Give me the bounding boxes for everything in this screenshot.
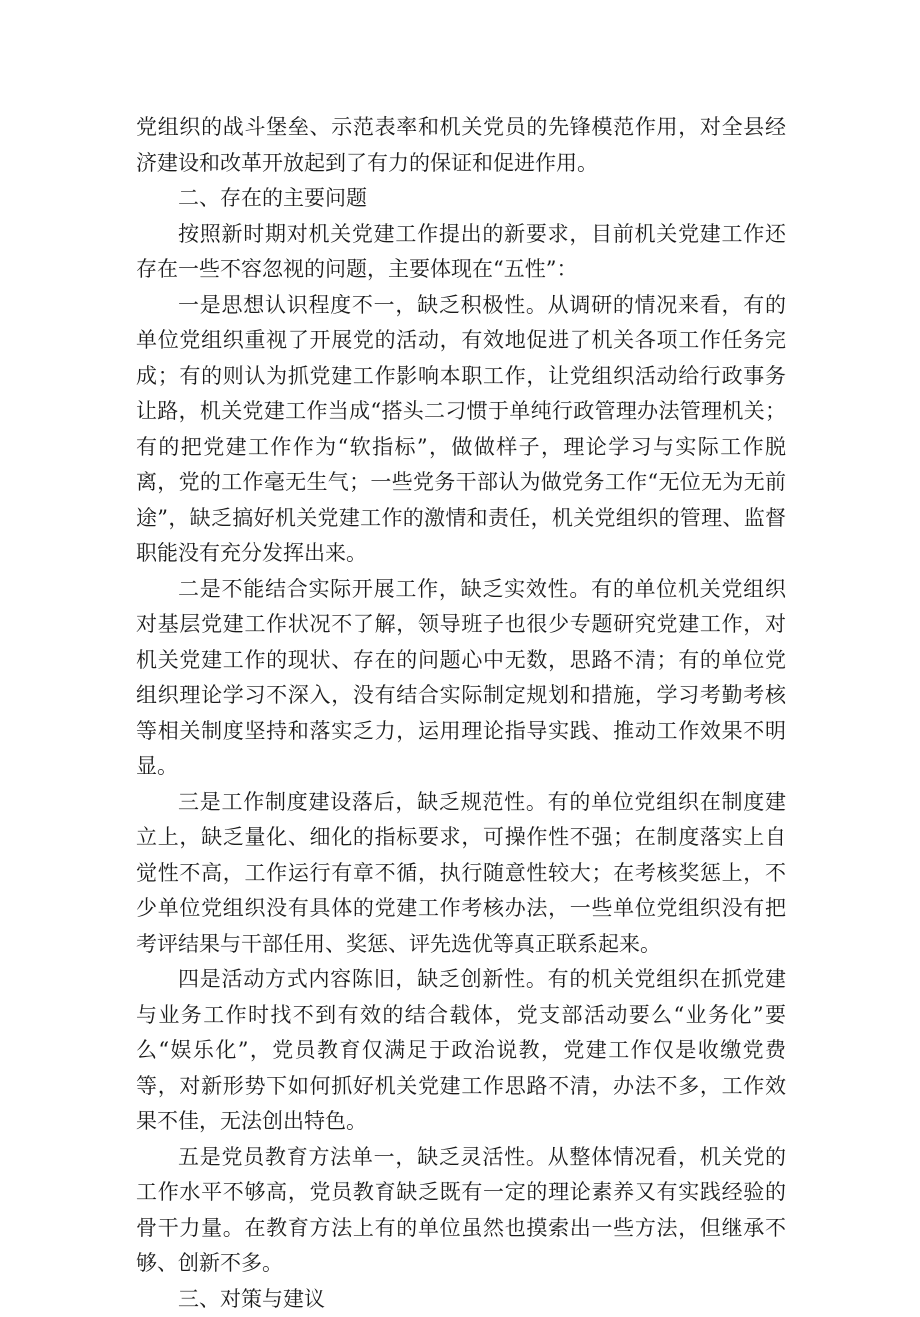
paragraph-point-one: 一是思想认识程度不一，缺乏积极性。从调研的情况来看，有的单位党组织重视了开展党的活动，有效地促进了机关各项工作任务完成；有的则认为抓党建工作影响本职工作，让党组织活动给行政事务让路，机关党建工作当成“搭头二刁惯于单纯行政管理办法管理机关；有的把党建工作作为“软指标”，做做样子，理论学习与实际工作脱离，党的工作毫无生气；一些党务干部认为做党务工作“无位无为无前途”，缺乏搞好机关党建工作的激情和责任，机关党组织的管理、监督职能没有充分发挥出来。 [136, 288, 786, 572]
section-heading-main-problems: 二、存在的主要问题 [136, 181, 786, 217]
paragraph-intro: 按照新时期对机关党建工作提出的新要求，目前机关党建工作还存在一些不容忽视的问题，主要体现在“五性”： [136, 217, 786, 288]
paragraph-continuation: 党组织的战斗堡垒、示范表率和机关党员的先锋模范作用，对全县经济建设和改革开放起到了有力的保证和促进作用。 [136, 110, 786, 181]
paragraph-point-three: 三是工作制度建设落后，缺乏规范性。有的单位党组织在制度建立上，缺乏量化、细化的指标要求，可操作性不强；在制度落实上自觉性不高，工作运行有章不循，执行随意性较大；在考核奖惩上，不少单位党组织没有具体的党建工作考核办法，一些单位党组织没有把考评结果与干部任用、奖惩、评先选优等真正联系起来。 [136, 785, 786, 963]
document-body [136, 110, 786, 1317]
paragraph-point-two: 二是不能结合实际开展工作，缺乏实效性。有的单位机关党组织对基层党建工作状况不了解，领导班子也很少专题研究党建工作，对机关党建工作的现状、存在的问题心中无数，思路不清；有的单位党组织理论学习不深入，没有结合实际制定规划和措施，学习考勤考核等相关制度坚持和落实乏力，运用理论指导实践、推动工作效果不明显。 [136, 572, 786, 785]
paragraph-point-four: 四是活动方式内容陈旧，缺乏创新性。有的机关党组织在抓党建与业务工作时找不到有效的结合载体，党支部活动要么“业务化”要么“娱乐化”，党员教育仅满足于政治说教，党建工作仅是收缴党费等，对新形势下如何抓好机关党建工作思路不清，办法不多，工作效果不佳，无法创出特色。 [136, 962, 786, 1140]
section-heading-countermeasures: 三、对策与建议 [136, 1282, 786, 1317]
paragraph-point-five: 五是党员教育方法单一，缺乏灵活性。从整体情况看，机关党的工作水平不够高，党员教育缺乏既有一定的理论素养又有实践经验的骨干力量。在教育方法上有的单位虽然也摸索出一些方法，但继承不够、创新不多。 [136, 1140, 786, 1282]
